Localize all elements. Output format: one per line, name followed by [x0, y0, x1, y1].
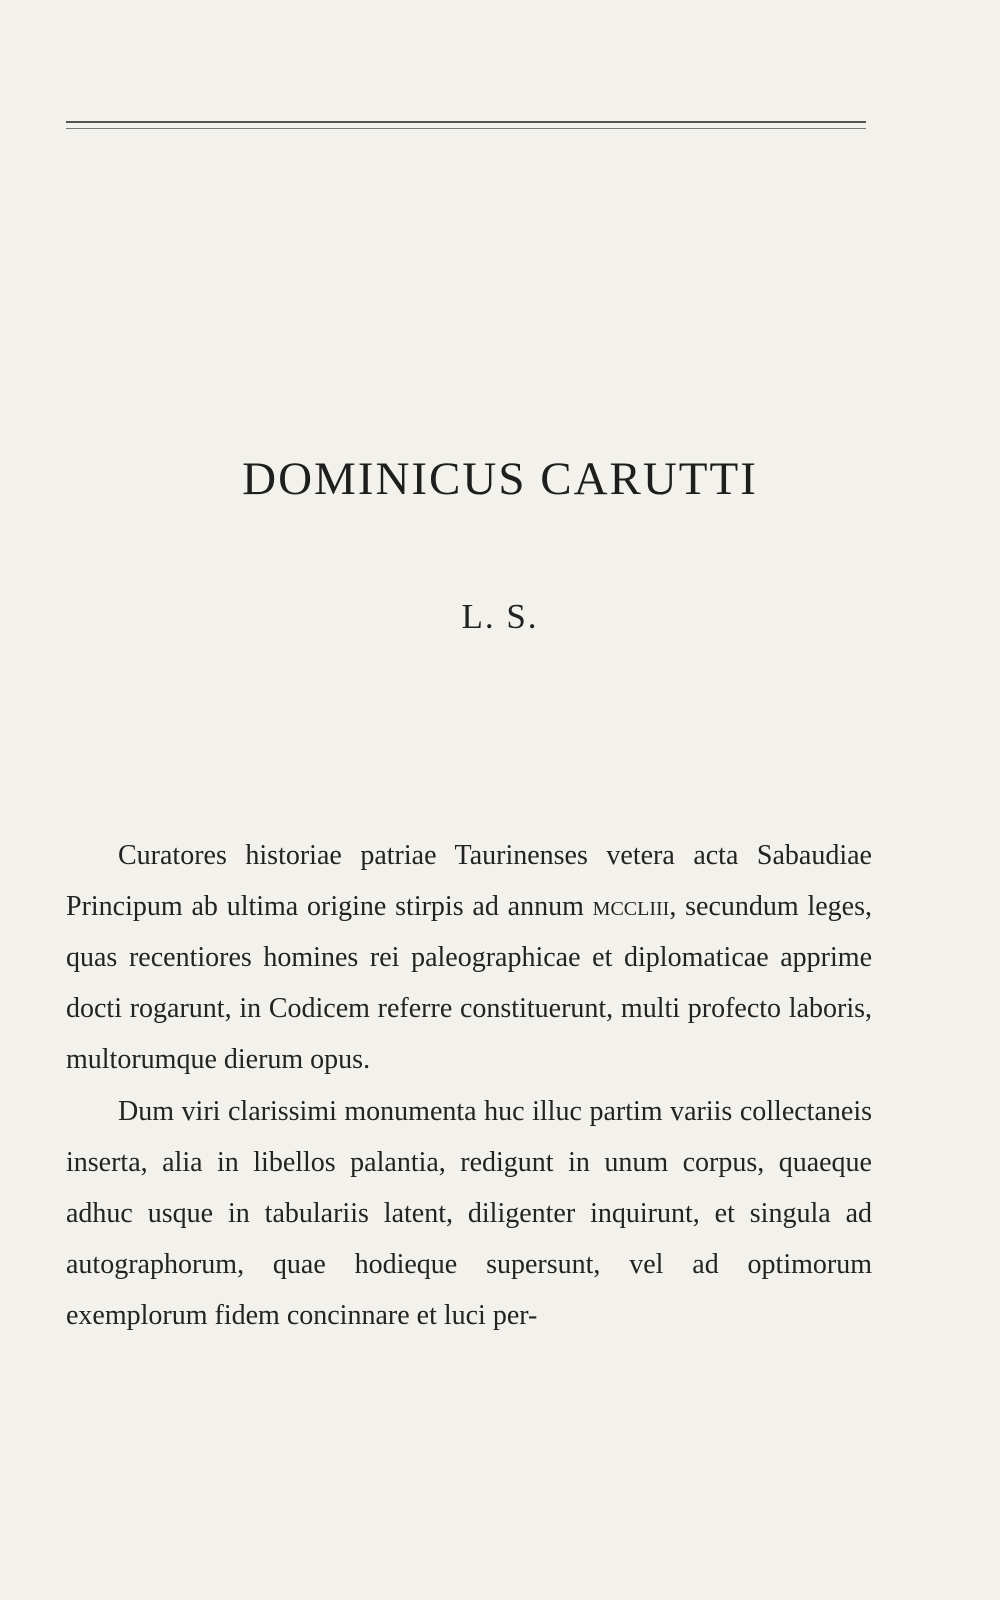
paragraph-1-part-1: Curatores historiae patriae Taurinenses vetera acta Sabaudiae Principum ab ultima origine stirpis ad annum: [66, 840, 872, 922]
roman-numeral-year: mccliii: [592, 891, 670, 922]
page-title: DOMINICUS CARUTTI: [242, 453, 758, 505]
paragraph-1: [66, 830, 872, 1085]
header-rule: [66, 121, 866, 123]
paragraph-2: Dum viri clarissimi monumenta huc illuc partim variis collectaneis inserta, alia in libellos palantia, redigunt in unum corpus, quaeque adhuc usque in tabulariis latent, diligenter inquirunt, et singula ad autographorum, quae hodieque supersunt, vel ad optimorum exemplorum fidem concinnare et luci per-: [66, 1096, 872, 1331]
salutation: L. S.: [461, 597, 539, 636]
paragraph-1-part-2: , secundum leges, quas recentiores homines rei paleographicae et diplomaticae apprime docti rogarunt, in Codicem referre constituerunt, multi profecto laboris, multorumque dierum opus.: [66, 891, 872, 1075]
body-text: [66, 830, 872, 1341]
header-rule-thin: [66, 128, 866, 129]
